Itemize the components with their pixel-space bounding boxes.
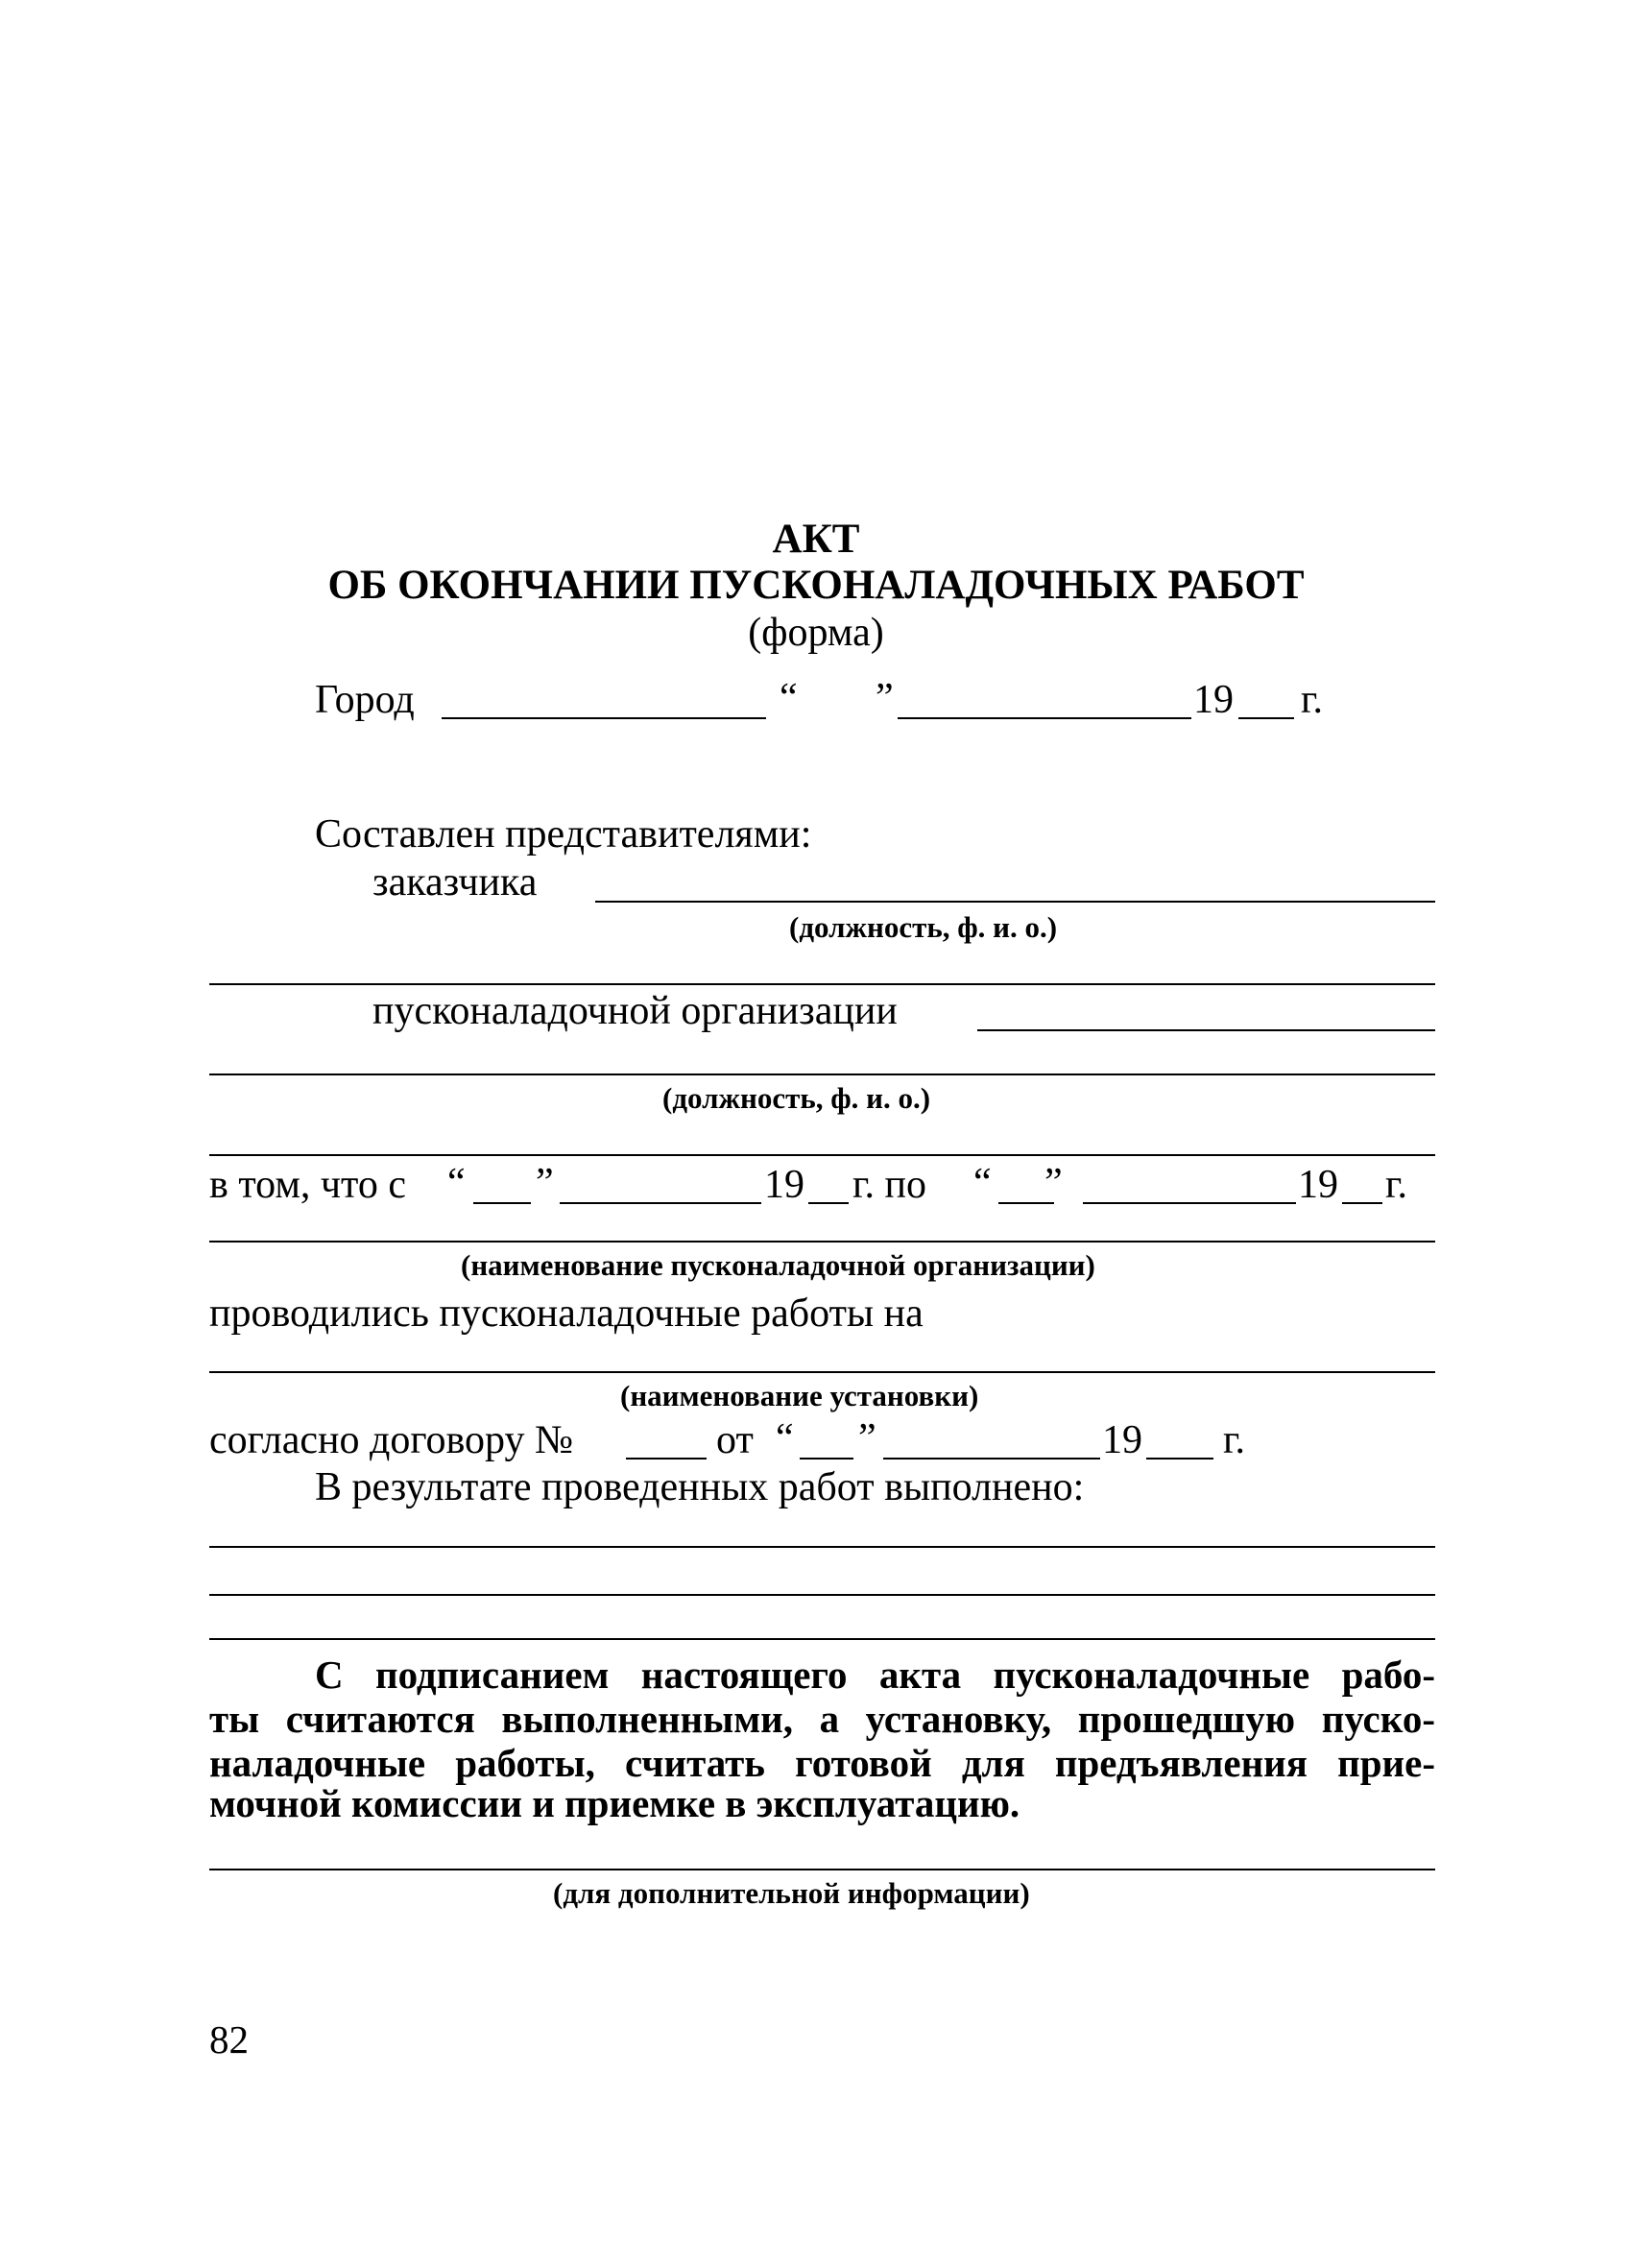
installation-caption: (наименование установки) (620, 1379, 979, 1412)
extra-info-caption: (для дополнительной информации) (553, 1876, 1030, 1910)
paragraph-line-2: ты считаются выполненными, а установку, прошедшую пуско- (209, 1697, 1435, 1741)
org-label: пусконаладочной организации (372, 989, 898, 1033)
composed-heading: Составлен представителями: (315, 812, 812, 857)
period-mid: г. по (852, 1163, 926, 1207)
contract-suffix: г. (1223, 1418, 1245, 1462)
org-caption: (должность, ф. и. о.) (662, 1081, 931, 1115)
org-field-line3[interactable] (209, 1154, 1435, 1156)
period-start-year-field[interactable] (808, 1202, 849, 1204)
paragraph-line-1: С подписанием настоящего акта пусконаладочные рабо- (315, 1653, 1435, 1697)
document-subtitle: ОБ ОКОНЧАНИИ ПУСКОНАЛАДОЧНЫХ РАБОТ (327, 563, 1305, 608)
contract-number-field[interactable] (626, 1458, 707, 1460)
period-end-year-field[interactable] (1342, 1202, 1382, 1204)
contract-quote-open: “ (776, 1416, 794, 1460)
paragraph-line-4: мочной комиссии и приемке в эксплуатацию. (209, 1781, 1020, 1825)
period-end-year: 19 (1298, 1163, 1338, 1207)
contract-quote-close: ” (858, 1416, 876, 1460)
paragraph-line-3: наладочные работы, считать готовой для предъявления прие- (209, 1741, 1435, 1785)
day-quote-open: “ (780, 676, 798, 720)
org-name-field[interactable] (209, 1241, 1435, 1243)
page-number: 82 (209, 2017, 249, 2062)
contract-from: от (716, 1418, 754, 1462)
customer-caption: (должность, ф. и. о.) (789, 910, 1058, 944)
installation-field[interactable] (209, 1371, 1435, 1373)
works-text: проводились пусконаладочные работы на (209, 1291, 924, 1336)
city-label: Город (315, 678, 415, 722)
period-start-month-field[interactable] (560, 1202, 761, 1204)
result-field-2[interactable] (209, 1594, 1435, 1596)
period-prefix: в том, что с (209, 1163, 406, 1207)
period-quote-close-2: ” (1044, 1161, 1063, 1205)
year-field[interactable] (1238, 717, 1294, 719)
period-end-month-field[interactable] (1083, 1202, 1296, 1204)
form-note: (форма) (748, 611, 884, 655)
result-field-1[interactable] (209, 1546, 1435, 1548)
org-name-caption: (наименование пусконаладочной организации) (461, 1248, 1095, 1282)
year-prefix: 19 (1193, 678, 1234, 722)
period-start-year: 19 (764, 1163, 804, 1207)
org-field-line2[interactable] (209, 1074, 1435, 1075)
result-heading: В результате проведенных работ выполнено: (315, 1465, 1085, 1509)
year-suffix: г. (1301, 678, 1323, 722)
extra-info-field[interactable] (209, 1869, 1435, 1870)
org-field[interactable] (977, 1029, 1435, 1031)
customer-field-line2[interactable] (209, 983, 1435, 985)
period-quote-close: ” (536, 1161, 554, 1205)
period-start-day-field[interactable] (473, 1202, 531, 1204)
period-quote-open: “ (447, 1161, 466, 1205)
contract-year-field[interactable] (1146, 1458, 1213, 1460)
period-suffix: г. (1385, 1163, 1407, 1207)
city-field[interactable] (442, 717, 766, 719)
period-quote-open-2: “ (973, 1161, 992, 1205)
customer-label: заказчика (372, 860, 538, 905)
day-quote-close: ” (876, 676, 894, 720)
contract-year: 19 (1102, 1418, 1142, 1462)
customer-field[interactable] (595, 901, 1435, 903)
contract-day-field[interactable] (800, 1458, 853, 1460)
contract-prefix: согласно договору № (209, 1418, 574, 1462)
document-title: АКТ (772, 517, 860, 562)
result-field-3[interactable] (209, 1638, 1435, 1640)
month-field[interactable] (898, 717, 1191, 719)
contract-month-field[interactable] (883, 1458, 1100, 1460)
